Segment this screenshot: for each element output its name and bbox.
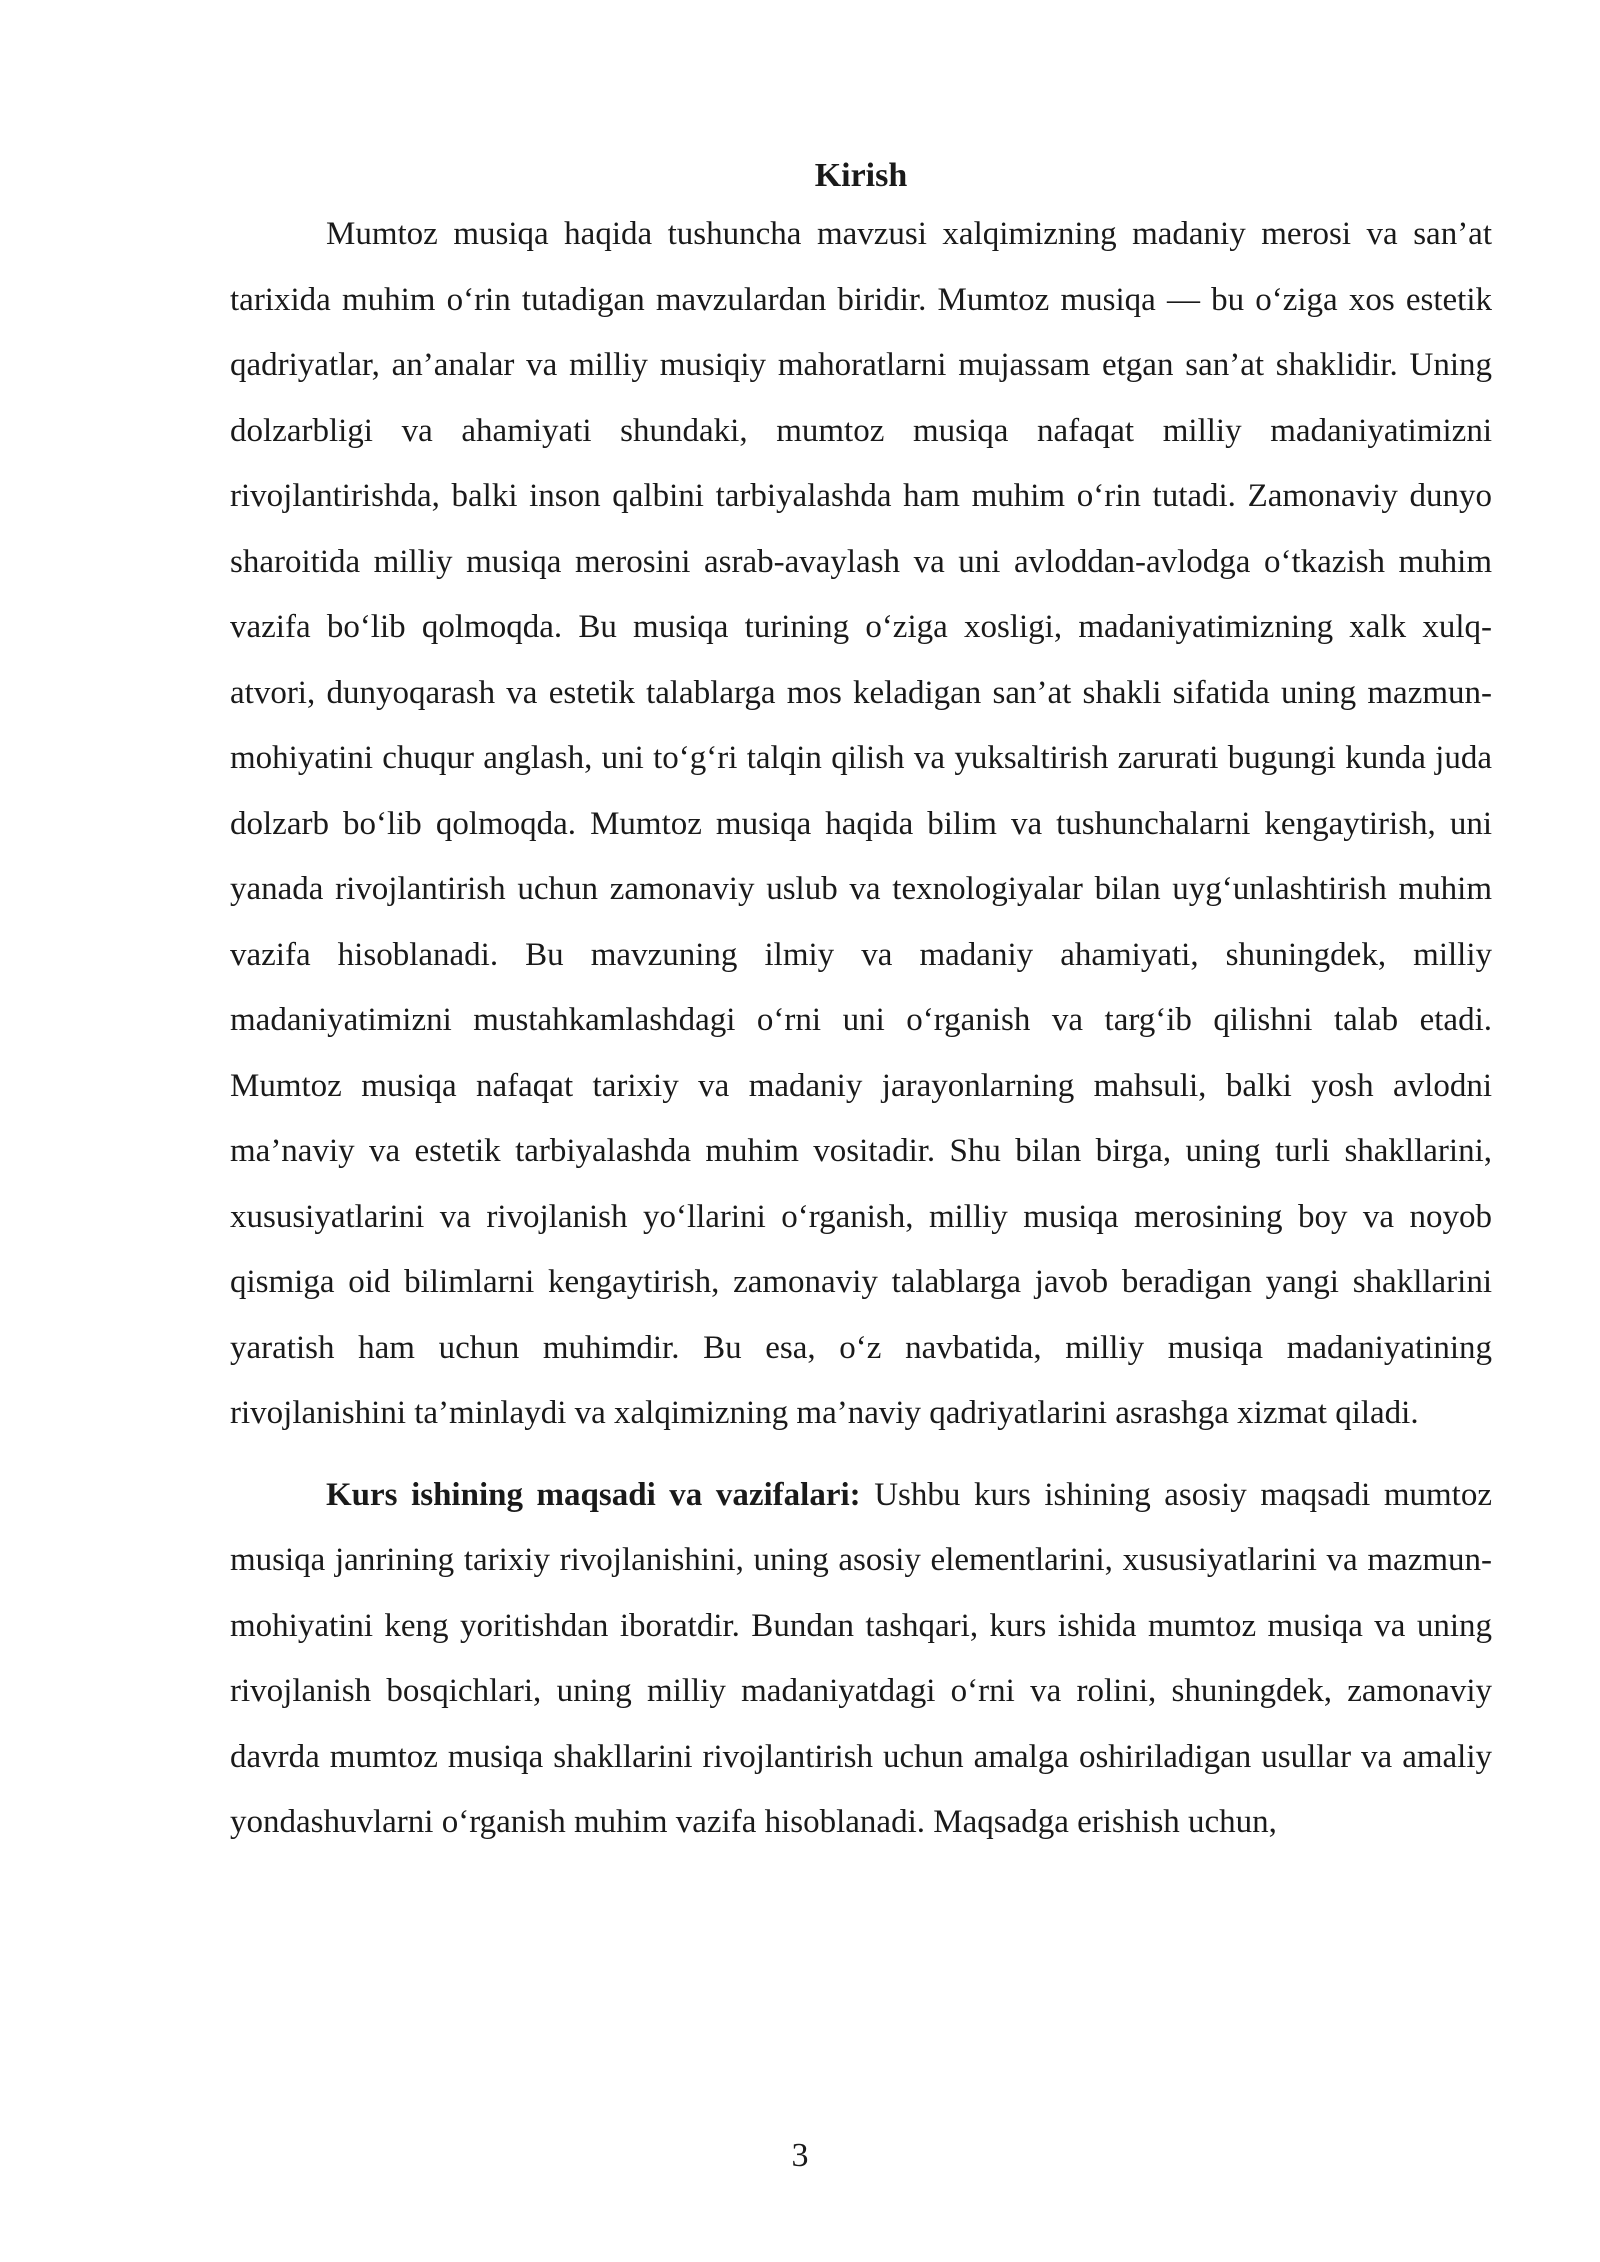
intro-paragraph: Mumtoz musiqa haqida tushuncha mavzusi xalqimizning madaniy merosi va san’at tarixida muhim o‘rin tutadigan mavzulardan biridir. Mumtoz musiqa — bu o‘ziga xos estetik qadriyatlar, an’analar va milliy musiqiy mahoratlarni mujassam etgan san’at shaklidir. Uning dolzarbligi va ahamiyati shundaki, mumtoz musiqa nafaqat milliy madaniyatimizni rivojlantirishda, balki inson qalbini tarbiyalashda ham muhim o‘rin tutadi. Zamonaviy dunyo sharoitida milliy musiqa merosini asrab-avaylash va uni avloddan-avlodga o‘tkazish muhim vazifa bo‘lib qolmoqda. Bu musiqa turining o‘ziga xosligi, madaniyatimizning xalk xulq-atvori, dunyoqarash va estetik talablarga mos keladigan san’at shakli sifatida uning mazmun-mohiyatini chuqur anglash, uni to‘g‘ri talqin qilish va yuksaltirish zarurati bugungi kunda juda dolzarb bo‘lib qolmoqda. Mumtoz musiqa haqida bilim va tushunchalarni kengaytirish, uni yanada rivojlantirish uchun zamonaviy uslub va texnologiyalar bilan uyg‘unlashtirish muhim vazifa hisoblanadi. Bu mavzuning ilmiy va madaniy ahamiyati, shuningdek, milliy madaniyatimizni mustahkamlashdagi o‘rni uni o‘rganish va targ‘ib qilishni talab etadi. Mumtoz musiqa nafaqat tarixiy va madaniy jarayonlarning mahsuli, balki yosh avlodni ma’naviy va estetik tarbiyalashda muhim vositadir. Shu bilan birga, uning turli shakllarini, xususiyatlarini va rivojlanish yo‘llarini o‘rganish, milliy musiqa merosining boy va noyob qismiga oid bilimlarni kengaytirish, zamonaviy talablarga javob beradigan yangi shakllarini yaratish ham uchun muhimdir. Bu esa, o‘z navbatida, milliy musiqa madaniyatining rivojlanishini ta’minlaydi va xalqimizning ma’naviy qadriyatlarini asrashga xizmat qiladi. bbox=[230, 216, 1492, 1431]
goals-text: Ushbu kurs ishining asosiy maqsadi mumtoz musiqa janrining tarixiy rivojlanishini, uning asosiy elementlarini, xususiyatlarini va mazmun-mohiyatini keng yoritishdan iboratdir. Bundan tashqari, kurs ishida mumtoz musiqa va uning rivojlanish bosqichlari, uning milliy madaniyatdagi o‘rni va rolini, shuningdek, zamonaviy davrda mumtoz musiqa shakllarini rivojlantirish uchun amalga oshiriladigan usullar va amaliy yondashuvlarni o‘rganish muhim vazifa hisoblanadi. Maqsadga erishish uchun, bbox=[230, 1476, 1493, 1840]
page-content bbox=[230, 150, 1492, 1856]
goals-heading: Kurs ishining maqsadi va vazifalari: bbox=[326, 1476, 861, 1513]
goals-paragraph bbox=[230, 1463, 1492, 1856]
page-number: 3 bbox=[791, 2137, 809, 2174]
section-title: Kirish bbox=[814, 157, 908, 194]
